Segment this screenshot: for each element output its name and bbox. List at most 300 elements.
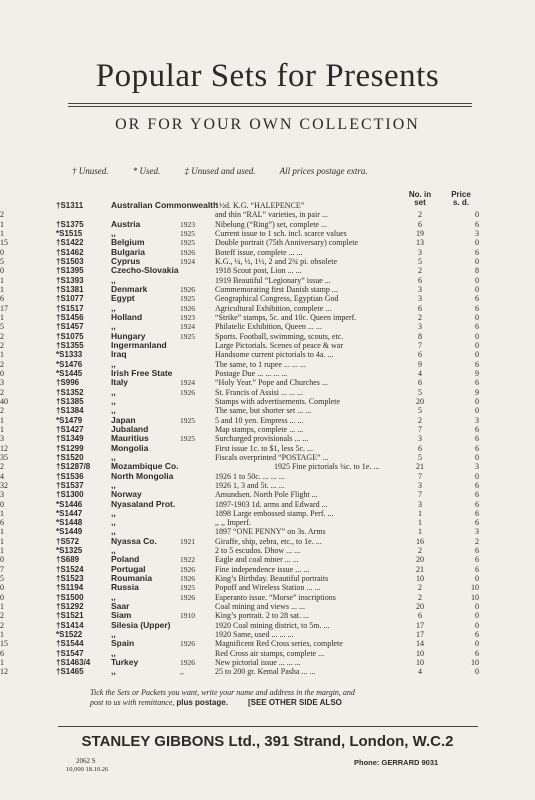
set-description: Current issue to 1 sch. incl. scarce values xyxy=(215,228,347,238)
price-pence: 6 xyxy=(475,564,479,574)
price-shillings: 2 xyxy=(0,387,4,397)
set-code: †S1503 xyxy=(56,256,84,266)
country-name: Poland xyxy=(111,554,140,565)
table-row xyxy=(0,667,535,676)
number-in-set: 3 xyxy=(418,247,422,257)
set-description: Magnificent Red Cross series, complete xyxy=(215,639,343,649)
set-code: †S689 xyxy=(56,555,80,565)
price-shillings: 1 xyxy=(0,508,4,518)
issue-year: 1926 xyxy=(180,564,195,574)
set-description: Agricultural Exhibition, complete ... xyxy=(215,303,332,313)
issue-year: 1925 xyxy=(180,415,195,425)
set-code: †S1500 xyxy=(56,592,84,602)
table-row xyxy=(0,574,535,583)
country-name: Hungary xyxy=(111,330,146,341)
price-pence: 9 xyxy=(475,368,479,378)
table-row xyxy=(0,602,535,611)
set-code: †S1287/8 xyxy=(56,462,91,472)
table-row xyxy=(0,257,535,266)
table-row xyxy=(0,229,535,238)
phone-number: Phone: GERRARD 9031 xyxy=(354,758,439,767)
number-in-set: 21 xyxy=(416,564,424,574)
table-row xyxy=(0,378,535,387)
price-pence: 9 xyxy=(475,387,479,397)
number-in-set: 6 xyxy=(418,219,422,229)
table-row xyxy=(0,649,535,658)
price-shillings: 1 xyxy=(0,546,4,556)
number-in-set: 6 xyxy=(418,611,422,621)
price-shillings: 1 xyxy=(0,312,4,322)
number-in-set: 21 xyxy=(416,462,424,472)
price-shillings: 5 xyxy=(0,322,4,332)
legend-unused-and-used: ‡ Unused and used. xyxy=(184,166,256,176)
price-shillings: 4 xyxy=(0,471,4,481)
set-description: Sports. Football, swimming, scouts, etc. xyxy=(215,331,344,341)
set-description: and thin “RAL” varieties, in pair ... xyxy=(215,210,328,220)
table-row xyxy=(0,313,535,322)
price-shillings: 2 xyxy=(0,210,4,220)
price-pence: 8 xyxy=(475,266,479,276)
price-shillings: 2 xyxy=(0,340,4,350)
price-shillings: 1 xyxy=(0,415,4,425)
country-name: Russia xyxy=(111,582,139,593)
number-in-set: 13 xyxy=(416,238,424,248)
set-description: Map stamps, complete ... ... xyxy=(215,424,304,434)
issue-year: 1926 xyxy=(180,247,195,257)
price-shillings: 0 xyxy=(0,266,4,276)
set-description: 1898 Large embossed stamp. Perf. ... xyxy=(215,508,334,518)
column-header-number-line1: No. in xyxy=(408,190,432,199)
price-pence: 0 xyxy=(475,667,479,677)
price-pence: 0 xyxy=(475,396,479,406)
price-pence: 0 xyxy=(475,574,479,584)
table-row xyxy=(0,341,535,350)
set-code: †S1414 xyxy=(56,620,84,630)
country-name: Siam xyxy=(111,610,132,621)
country-name: Australian Commonwealth xyxy=(111,200,219,210)
set-description: St. Francis of Assisi ... ... ... xyxy=(215,387,304,397)
table-row xyxy=(0,238,535,247)
set-description: Postage Due ... ... ... ... xyxy=(215,368,288,378)
table-row xyxy=(0,294,535,303)
issue-year: 1925 xyxy=(180,228,195,238)
price-pence: 6 xyxy=(475,294,479,304)
country-name: Mozambique Co. xyxy=(111,461,179,472)
table-row xyxy=(0,546,535,555)
number-in-set: 7 xyxy=(418,490,422,500)
set-description: 1897 “ONE PENNY” on 3s. Arms xyxy=(215,527,326,537)
issue-year: 1924 xyxy=(180,322,195,332)
price-shillings: 0 xyxy=(0,368,4,378)
price-shillings: 2 xyxy=(0,620,4,630)
number-in-set: 3 xyxy=(418,434,422,444)
set-code: †S1462 xyxy=(56,247,84,257)
set-description: 1½d. K.G. “HALEPENCE” xyxy=(215,201,305,210)
number-in-set: 5 xyxy=(418,256,422,266)
price-pence: 0 xyxy=(475,602,479,612)
country-name: Ingermanland xyxy=(111,339,167,350)
set-description: Large Pictorials. Scenes of peace & war xyxy=(215,340,344,350)
issue-year: 1925 xyxy=(180,331,195,341)
price-pence: 6 xyxy=(475,378,479,388)
price-shillings: 1 xyxy=(0,219,4,229)
set-code: †S1393 xyxy=(56,275,84,285)
table-row xyxy=(0,658,535,667)
legend xyxy=(72,166,512,176)
issue-year: 1925 xyxy=(180,294,195,304)
country-name: ,, xyxy=(111,386,116,397)
issue-year: 1926 xyxy=(180,284,195,294)
price-shillings: 1 xyxy=(0,658,4,668)
printer-code: 2062 S xyxy=(76,757,96,765)
set-description: 1926 1, 3 and 5t. ... ... xyxy=(215,480,285,490)
table-row xyxy=(0,248,535,257)
issue-year: 1925 xyxy=(180,583,195,593)
set-description: King’s Birthday. Beautiful portraits xyxy=(215,574,329,584)
price-pence: 6 xyxy=(475,443,479,453)
set-code: *S1447 xyxy=(56,508,83,518)
set-code: †S1300 xyxy=(56,490,84,500)
price-pence: 0 xyxy=(475,284,479,294)
set-code: *S1479 xyxy=(56,415,83,425)
set-description: Nibelung (“Ring”) set, complete ... xyxy=(215,219,327,229)
set-description: 1920 Coal mining district, to 5m. ... xyxy=(215,620,330,630)
number-in-set: 4 xyxy=(418,667,422,677)
country-name: Austria xyxy=(111,218,141,229)
price-shillings: 6 xyxy=(0,648,4,658)
table-row xyxy=(0,583,535,592)
set-code: †S1299 xyxy=(56,443,84,453)
table-row xyxy=(0,332,535,341)
price-shillings: 2 xyxy=(0,359,4,369)
set-code: †S1352 xyxy=(56,387,84,397)
table-row xyxy=(0,490,535,499)
set-description: 1926 1 to 50c. ... ... ... xyxy=(215,471,285,481)
price-shillings: 2 xyxy=(0,406,4,416)
set-code: †S1395 xyxy=(56,266,84,276)
country-name: ,, xyxy=(111,479,116,490)
price-pence: 3 xyxy=(475,228,479,238)
set-code: †S1544 xyxy=(56,639,84,649)
table-row xyxy=(0,518,535,527)
set-description: Commemorating first Danish stamp ... xyxy=(215,284,338,294)
country-name: ,, xyxy=(111,321,116,332)
set-description: Philatelic Exhibition, Queen ... ... xyxy=(215,322,322,332)
price-pence: 3 xyxy=(475,462,479,472)
set-description: 1919 Beautiful “Legionary” issue ... xyxy=(215,275,331,285)
set-description: Giraffe, ship, zebra, etc., to 1e. ... xyxy=(215,536,322,546)
price-pence: 6 xyxy=(475,480,479,490)
set-code: †S1547 xyxy=(56,648,84,658)
country-name: Holland xyxy=(111,311,143,322)
set-code: †S1427 xyxy=(56,424,84,434)
set-description: 25 to 200 gr. Kemal Pasha ... ... xyxy=(215,667,316,677)
table-row xyxy=(0,593,535,602)
set-code: *S1449 xyxy=(56,527,83,537)
price-pence: 6 xyxy=(475,424,479,434)
table-row xyxy=(0,537,535,546)
price-pence: 0 xyxy=(475,312,479,322)
price-pence: 6 xyxy=(475,322,479,332)
price-shillings: 15 xyxy=(0,238,8,248)
table-row xyxy=(0,369,535,378)
price-shillings: 2 xyxy=(0,462,4,472)
country-name: Denmark xyxy=(111,283,148,294)
number-in-set: 1 xyxy=(418,508,422,518)
price-shillings: 0 xyxy=(0,583,4,593)
set-code: †S1384 xyxy=(56,406,84,416)
number-in-set: 19 xyxy=(416,228,424,238)
table-row xyxy=(0,462,535,471)
number-in-set: 20 xyxy=(416,396,424,406)
price-shillings: 32 xyxy=(0,480,8,490)
country-name: Cyprus xyxy=(111,255,141,266)
table-row xyxy=(0,397,535,406)
number-in-set: 16 xyxy=(416,536,424,546)
price-pence: 3 xyxy=(475,415,479,425)
set-code: †S1536 xyxy=(56,471,84,481)
country-name: Bulgaria xyxy=(111,246,146,257)
number-in-set: 3 xyxy=(418,284,422,294)
set-code: †S1520 xyxy=(56,452,84,462)
number-in-set: 9 xyxy=(418,359,422,369)
price-pence: 6 xyxy=(475,303,479,313)
price-shillings: 0 xyxy=(0,247,4,257)
number-in-set: 6 xyxy=(418,275,422,285)
set-code: *S1445 xyxy=(56,368,83,378)
table-row xyxy=(0,406,535,415)
price-pence: 0 xyxy=(475,620,479,630)
number-in-set: 4 xyxy=(418,368,422,378)
table-row xyxy=(0,453,535,462)
country-name: ,, xyxy=(111,591,116,602)
price-shillings: 1 xyxy=(0,527,4,537)
set-description: Fine independence issue ... ... xyxy=(215,564,310,574)
table-row xyxy=(0,388,535,397)
country-name: ,, xyxy=(111,647,116,658)
country-name: ,, xyxy=(111,545,116,556)
set-description: First issue 1c. to $1, less 5c. ... xyxy=(215,443,313,453)
set-description: Double portrait (75th Anniversary) complete xyxy=(215,238,359,248)
table-row xyxy=(0,630,535,639)
table-row xyxy=(0,621,535,630)
price-shillings: 5 xyxy=(0,256,4,266)
price-pence: 10 xyxy=(471,592,479,602)
set-code: *S1515 xyxy=(56,228,83,238)
number-in-set: 7 xyxy=(418,340,422,350)
set-code: *S1325 xyxy=(56,546,83,556)
table-row xyxy=(0,500,535,509)
price-pence: 10 xyxy=(471,658,479,668)
set-code: †S1375 xyxy=(56,219,84,229)
price-shillings: 1 xyxy=(0,536,4,546)
set-code: †S1422 xyxy=(56,238,84,248)
legend-unused: † Unused. xyxy=(72,166,109,176)
table-row xyxy=(0,350,535,359)
set-code: †S1524 xyxy=(56,564,84,574)
number-in-set: 20 xyxy=(416,602,424,612)
number-in-set: 14 xyxy=(416,639,424,649)
price-pence: 6 xyxy=(475,555,479,565)
order-instructions-line1: Tick the Sets or Packets you want, write your name and address in the margin, and xyxy=(90,688,355,697)
set-code: †S1292 xyxy=(56,602,84,612)
price-pence: 6 xyxy=(475,546,479,556)
price-pence: 0 xyxy=(475,238,479,248)
column-header-number-line2: set xyxy=(414,198,426,207)
price-shillings: 6 xyxy=(0,294,4,304)
number-in-set: 3 xyxy=(418,480,422,490)
set-code: †S1355 xyxy=(56,340,84,350)
price-pence: 10 xyxy=(471,583,479,593)
company-address: STANLEY GIBBONS Ltd., 391 Strand, London, W.C.2 xyxy=(81,733,454,750)
set-description: Eagle and coal miner ... ... xyxy=(215,555,299,565)
price-pence: 0 xyxy=(475,471,479,481)
price-shillings: 1 xyxy=(0,350,4,360)
issue-year: 1923 xyxy=(180,312,195,322)
price-pence: 0 xyxy=(475,331,479,341)
price-pence: 3 xyxy=(475,527,479,537)
table-row xyxy=(0,360,535,369)
price-shillings: 6 xyxy=(0,518,4,528)
set-description: Amundsen. North Pole Flight ... xyxy=(215,490,318,500)
set-description: Geographical Congress, Egyptian God xyxy=(215,294,339,304)
table-row xyxy=(0,472,535,481)
country-name: Japan xyxy=(111,414,136,425)
price-shillings: 3 xyxy=(0,378,4,388)
price-shillings: 2 xyxy=(0,611,4,621)
price-pence: 0 xyxy=(475,611,479,621)
country-name: Italy xyxy=(111,377,129,388)
country-name: Nyassa Co. xyxy=(111,535,157,546)
issue-year: 1926 xyxy=(180,639,195,649)
price-pence: 6 xyxy=(475,648,479,658)
number-in-set: 10 xyxy=(416,648,424,658)
country-name: ,, xyxy=(111,405,116,416)
set-description: Esperanto issue. “Morse” inscriptions xyxy=(215,592,336,602)
number-in-set: 3 xyxy=(418,294,422,304)
price-pence: 0 xyxy=(475,452,479,462)
price-pence: 0 xyxy=(475,210,479,220)
see-other-side-note: [SEE OTHER SIDE ALSO xyxy=(247,698,342,707)
price-pence: 6 xyxy=(475,508,479,518)
number-in-set: 7 xyxy=(418,424,422,434)
order-instructions xyxy=(90,688,510,708)
number-in-set: 6 xyxy=(418,443,422,453)
table-row xyxy=(0,198,535,210)
country-name: Silesia (Upper) xyxy=(111,619,171,630)
country-name: Mauritius xyxy=(111,433,149,444)
table-row xyxy=(0,611,535,620)
price-shillings: 3 xyxy=(0,490,4,500)
set-code: *S1476 xyxy=(56,359,83,369)
price-shillings: 0 xyxy=(0,499,4,509)
number-in-set: 1 xyxy=(418,527,422,537)
set-code: *S1522 xyxy=(56,630,83,640)
price-pence: 6 xyxy=(475,518,479,528)
issue-year: 1925 xyxy=(180,238,195,248)
price-shillings: 1 xyxy=(0,284,4,294)
price-shillings: 3 xyxy=(0,434,4,444)
price-shillings: 1 xyxy=(0,275,4,285)
country-name: Norway xyxy=(111,489,142,500)
country-name: ,, xyxy=(111,358,116,369)
page-title: Popular Sets for Presents xyxy=(95,58,440,94)
footer-rule xyxy=(58,726,478,727)
table-row xyxy=(0,639,535,648)
title-rule-top xyxy=(68,103,472,104)
price-shillings: 12 xyxy=(0,443,8,453)
table-row xyxy=(0,565,535,574)
table-row xyxy=(0,266,535,275)
issue-year: 1921 xyxy=(180,536,195,546)
number-in-set: 5 xyxy=(418,452,422,462)
price-shillings: 0 xyxy=(0,592,4,602)
set-description: King’s portrait. 2 to 28 sat. ... xyxy=(215,611,309,621)
issue-year: 1926 xyxy=(180,303,195,313)
price-shillings: 7 xyxy=(0,564,4,574)
issue-year: 1926 xyxy=(180,574,195,584)
country-name: ,, xyxy=(111,451,116,462)
number-in-set: 17 xyxy=(416,620,424,630)
order-instructions-line2 xyxy=(90,698,510,708)
printer-run: 10,000 18.10.26 xyxy=(66,766,109,773)
country-name: Irish Free State xyxy=(111,367,173,378)
price-shillings: 2 xyxy=(0,331,4,341)
set-code: †S996 xyxy=(56,378,80,388)
legend-used: * Used. xyxy=(132,166,161,176)
table-row xyxy=(0,416,535,425)
table-row xyxy=(0,285,535,294)
issue-year: 1922 xyxy=(180,555,195,565)
number-in-set: 3 xyxy=(418,499,422,509)
price-shillings: 12 xyxy=(0,667,8,677)
set-code: *S1333 xyxy=(56,350,83,360)
set-description: Stamps with advertisements. Complete xyxy=(215,396,340,406)
table-row xyxy=(0,509,535,518)
number-in-set: 10 xyxy=(416,658,424,668)
country-name: Czecho-Slovakia xyxy=(111,265,179,276)
page-subtitle: OR FOR YOUR OWN COLLECTION xyxy=(115,116,420,133)
set-code: †S1523 xyxy=(56,574,84,584)
column-header-price-line2: s. d. xyxy=(452,198,469,207)
set-code: †S1465 xyxy=(56,667,84,677)
number-in-set: 10 xyxy=(416,574,424,584)
set-code: †S1463/4 xyxy=(56,658,91,668)
number-in-set: 1 xyxy=(418,518,422,528)
issue-year: 1926 xyxy=(180,387,195,397)
issue-year: 1926 xyxy=(180,658,195,668)
set-code: †S1077 xyxy=(56,294,84,304)
number-in-set: 2 xyxy=(418,592,422,602)
price-pence: 6 xyxy=(475,247,479,257)
country-name: ,, xyxy=(111,629,116,640)
table-row xyxy=(0,527,535,536)
issue-year: 1926 xyxy=(180,592,195,602)
order-instructions-emphasis: plus postage. xyxy=(176,698,228,707)
issue-year: 1925 xyxy=(180,434,195,444)
number-in-set: 6 xyxy=(418,350,422,360)
price-pence: 0 xyxy=(475,406,479,416)
price-shillings: 40 xyxy=(0,396,8,406)
set-code: †S1075 xyxy=(56,331,84,341)
price-pence: 6 xyxy=(475,219,479,229)
set-code: †S1381 xyxy=(56,284,84,294)
number-in-set: 7 xyxy=(418,471,422,481)
table-row xyxy=(0,434,535,443)
set-code: †S1521 xyxy=(56,611,84,621)
country-name: ,, xyxy=(111,227,116,238)
number-in-set: 6 xyxy=(418,378,422,388)
